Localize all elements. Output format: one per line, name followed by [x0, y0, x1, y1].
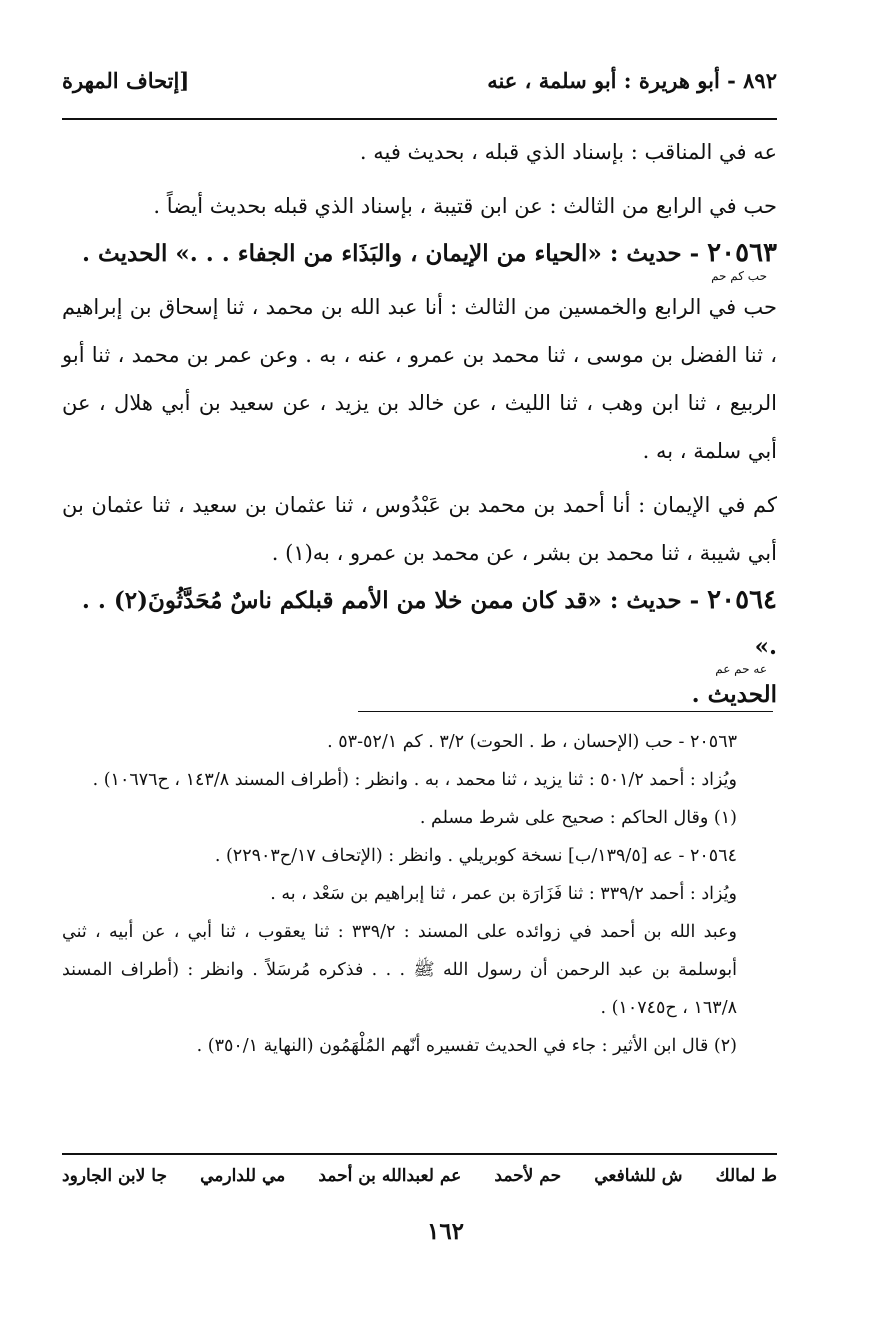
footnotes: [62, 723, 777, 1065]
hadith-text-continuation: الحديث .: [691, 681, 777, 708]
abbreviations-rule: [62, 1153, 777, 1155]
paragraph-ibn-qutaybah: حب في الرابع من الثالث : عن ابن قتيبة ، بإسناد الذي قبله بحديث أيضاً .: [153, 194, 777, 218]
hadith-text: - حديث : «قد كان ممن خلا من الأمم قبلكم ناسٌ مُحَدَّثُونَ(٢) . . .»: [81, 587, 777, 660]
abbreviation-item: ط لمالك: [715, 1166, 777, 1186]
abbreviation-item: حم لأحمد: [494, 1166, 562, 1186]
abbreviation-key: [62, 1166, 777, 1186]
footnote-rule: [358, 711, 773, 712]
main-text: [62, 128, 777, 718]
header-book-title: [إتحاف المهرة: [62, 67, 190, 93]
header-rule: [62, 118, 777, 120]
paragraph-hibban-isnad: حب في الرابع والخمسين من الثالث : أنا عبد الله بن محمد ، ثنا إسحاق بن إبراهيم ، ثنا الفضل بن موسى ، ثنا محمد بن عمرو ، عنه ، به . وعن عمر بن محمد ، ثنا أبو الربيع ، ثنا ابن وهب ، ثنا الليث ، عن خالد بن يزيد ، عن سعيد بن أبي هلال ، عن أبي سلمة ، به .: [62, 295, 777, 463]
abbreviation-item: مي للدارمي: [200, 1166, 286, 1186]
paragraph-manaqib: عه في المناقب : بإسناد الذي قبله ، بحديث فيه .: [359, 140, 777, 164]
footnote-hakim-remark: (١) وقال الحاكم : صحيح على شرط مسلم .: [419, 808, 737, 828]
footnote-addition-fazarah: ويُزاد : أحمد ٣٣٩/٢ : ثنا فَزَارَة بن عمر ، ثنا إبراهيم بن سَعْد ، به .: [270, 884, 737, 904]
hadith-heading-20564: [62, 577, 777, 670]
hadith-sigla: عه حم عم: [715, 662, 767, 676]
footnote-ibn-athir: (٢) قال ابن الأثير : جاء في الحديث تفسيره أنّهم المُلْهَمُون (النهاية ٣٥٠/١) .: [196, 1036, 737, 1056]
hadith-sigla: حب كم حم: [711, 269, 767, 283]
hadith-number: ٢٠٥٦٤: [707, 585, 777, 615]
footnote-addition-ahmad: ويُزاد : أحمد ٥٠١/٢ : ثنا يزيد ، ثنا محمد ، به . وانظر : (أطراف المسند ١٤٣/٨ ، ح١٠٦٧٦) .: [92, 770, 737, 790]
page-number: ١٦٢: [426, 1218, 465, 1245]
footnote-source-20564: ٢٠٥٦٤ - عه [١٣٩/٥/ب] نسخة كوبريلي . وانظر : (الإتحاف ١٧/ح٢٢٩٠٣) .: [214, 846, 737, 866]
hadith-heading-20563: [62, 230, 777, 277]
header-chapter-title: ٨٩٢ - أبو هريرة : أبو سلمة ، عنه: [487, 67, 777, 93]
abbreviation-item: ش للشافعي: [594, 1166, 683, 1186]
footnote-abdullah-zawaid: وعبد الله بن أحمد في زوائده على المسند : ٣٣٩/٢ : ثنا يعقوب ، ثنا أبي ، عن أبيه ، ثني أبوسلمة بن عبد الرحمن أن رسول الله ﷺ . . . فذكره مُرسَلاً . وانظر : (أطراف المسند ١٦٣/٨ ، ح١٠٧٤٥) .: [62, 922, 737, 1018]
abbreviation-item: جا لابن الجارود: [62, 1166, 167, 1186]
abbreviation-item: عم لعبدالله بن أحمد: [318, 1166, 462, 1186]
hadith-text: - حديث : «الحياء من الإيمان ، والبَذَاء من الجفاء . . .» الحديث .: [82, 240, 708, 267]
running-header: [62, 62, 777, 98]
hadith-number: ٢٠٥٦٣: [707, 238, 777, 268]
paragraph-hakim-isnad: كم في الإيمان : أنا أحمد بن محمد بن عَبْدُوس ، ثنا عثمان بن سعيد ، ثنا عثمان بن أبي شيبة ، ثنا محمد بن بشر ، عن محمد بن عمرو ، به(١) .: [62, 493, 777, 565]
footnote-source-20563: ٢٠٥٦٣ - حب (الإحسان ، ط . الحوت) ٣/٢ . كم ٥٢/١-٥٣ .: [327, 732, 737, 752]
